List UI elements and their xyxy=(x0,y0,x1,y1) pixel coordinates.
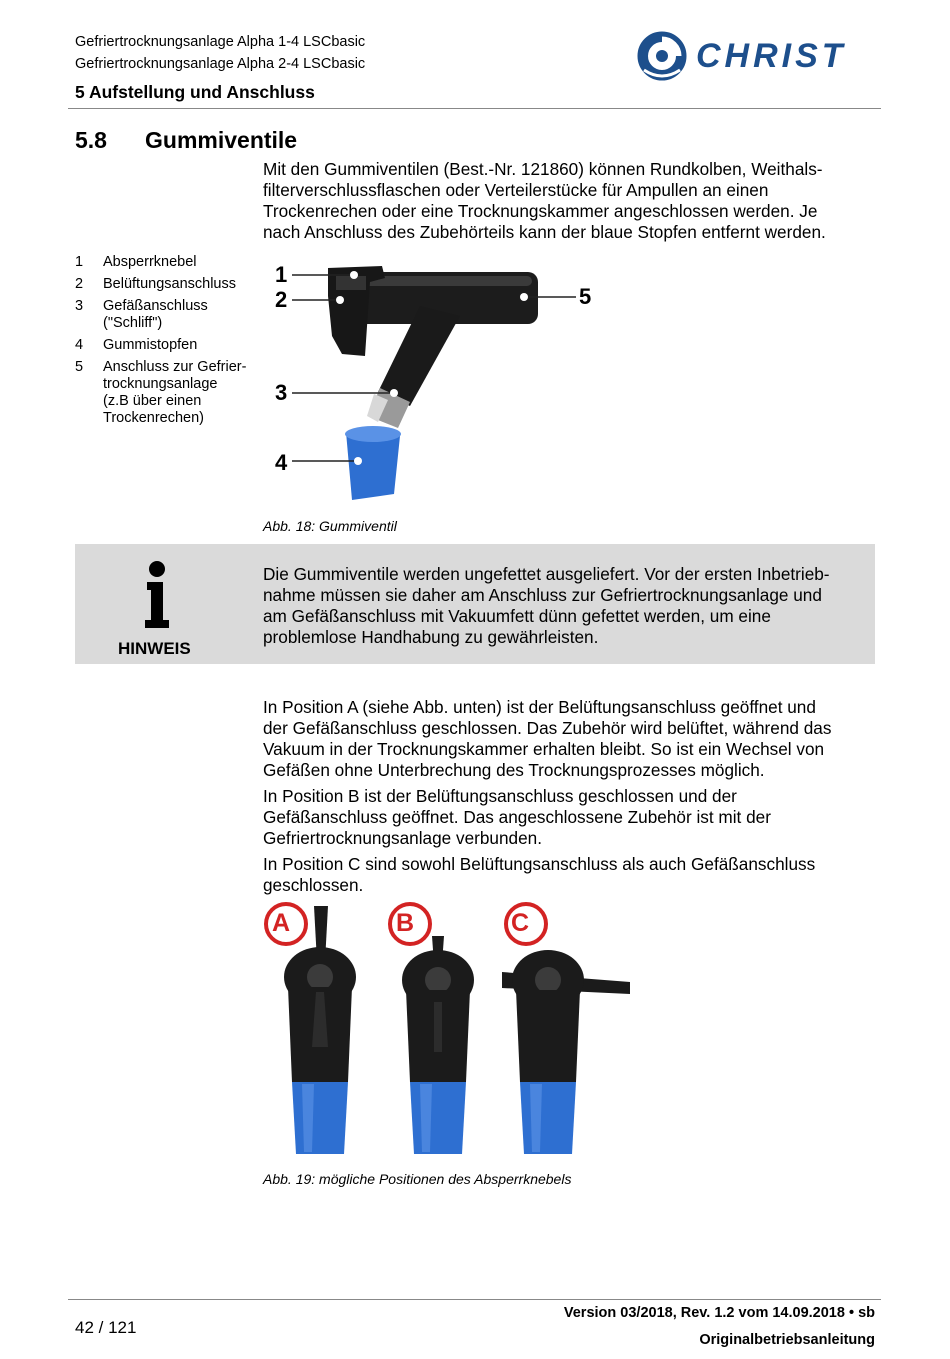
note-label: HINWEIS xyxy=(118,639,191,658)
label-c: C xyxy=(511,909,530,937)
legend-item: 1 Absperrknebel xyxy=(75,254,197,270)
header-title-2: Gefriertrocknungsanlage Alpha 2-4 LSCbasic xyxy=(75,56,366,72)
intro-line: Mit den Gummiventilen (Best.-Nr. 121860) können Rundkolben, Weithals- xyxy=(263,159,823,179)
footer-rule xyxy=(68,1299,881,1300)
valve-c xyxy=(502,904,630,1154)
intro-line: nach Anschluss des Zubehörteils kann der blaue Stopfen entfernt werden. xyxy=(263,222,826,242)
positions-text xyxy=(263,697,883,896)
callout-4: 4 xyxy=(275,450,288,475)
label-a: A xyxy=(272,909,291,937)
paragraph-position-a: In Position A (siehe Abb. unten) ist der Belüftungsanschluss geöffnet und der Gefäßanschluss geschlossen. Das Zubehör wird belüftet, während das Vakuum in der Trocknungskammer erhalten bleibt. So ist ein Wechsel von Gefäßen ohne Unterbrechung des Trocknungsprozesses möglich. xyxy=(263,697,832,780)
figure-caption: Abb. 19: mögliche Positionen des Absperrknebels xyxy=(263,1171,572,1187)
intro-line: filterverschlussflaschen oder Verteilerstücke für Ampullen an einen xyxy=(263,180,769,200)
callout-3: 3 xyxy=(275,380,288,405)
callout-1: 1 xyxy=(275,262,288,287)
logo-wordmark: CHRIST xyxy=(696,37,847,75)
intro-line: Trockenrechen oder eine Trocknungskammer angeschlossen werden. Je xyxy=(263,201,818,221)
note-text xyxy=(263,564,873,648)
legend-item: 4 Gummistopfen xyxy=(75,337,198,353)
valve-b xyxy=(390,904,474,1154)
document-type: Originalbetriebsanleitung xyxy=(699,1332,875,1348)
paragraph-position-c: In Position C sind sowohl Belüftungsanschluss als auch Gefäßanschluss geschlossen. xyxy=(263,854,816,895)
valve-positions-figure xyxy=(262,902,642,1162)
legend-item: 3 Gefäßanschluss ("Schliff") xyxy=(75,298,208,331)
section-title: Gummiventile xyxy=(145,127,298,153)
figure-caption: Abb. 18: Gummiventil xyxy=(263,518,397,534)
version-info: Version 03/2018, Rev. 1.2 vom 14.09.2018 • sb xyxy=(563,1305,875,1321)
label-b: B xyxy=(396,909,415,937)
section-number: 5.8 xyxy=(75,127,107,153)
callout-5: 5 xyxy=(579,284,592,309)
chapter-title: 5 Aufstellung und Anschluss xyxy=(75,82,315,102)
rubber-valve-figure xyxy=(270,256,610,506)
note-line: problemlose Handhabung zu gewährleisten. xyxy=(263,627,599,647)
header-title-1: Gefriertrocknungsanlage Alpha 1-4 LSCbasic xyxy=(75,34,366,50)
callout-2: 2 xyxy=(275,287,288,312)
paragraph-position-b: In Position B ist der Belüftungsanschluss geschlossen und der Gefäßanschluss geöffnet. Das angeschlossene Zubehör ist mit der Gefriertrocknungsanlage verbunden. xyxy=(263,786,771,848)
note-line: Die Gummiventile werden ungefettet ausgeliefert. Vor der ersten Inbetrieb- xyxy=(263,564,830,584)
legend-item: 2 Belüftungsanschluss xyxy=(75,276,236,292)
info-icon xyxy=(143,560,173,630)
christ-logo xyxy=(636,30,881,82)
note-line: nahme müssen sie daher am Anschluss zur Gefriertrocknungsanlage und xyxy=(263,585,822,605)
figure-legend xyxy=(75,254,263,432)
legend-item: 5 Anschluss zur Gefrier- trocknungsanlage (z.B über einen Trockenrechen) xyxy=(75,359,247,426)
header-rule xyxy=(68,108,881,109)
note-box xyxy=(75,544,875,664)
note-line: am Gefäßanschluss mit Vakuumfett dünn gefettet werden, um eine xyxy=(263,606,771,626)
intro-paragraph xyxy=(263,159,883,243)
valve-a xyxy=(266,904,356,1154)
page-number: 42 / 121 xyxy=(75,1318,137,1337)
